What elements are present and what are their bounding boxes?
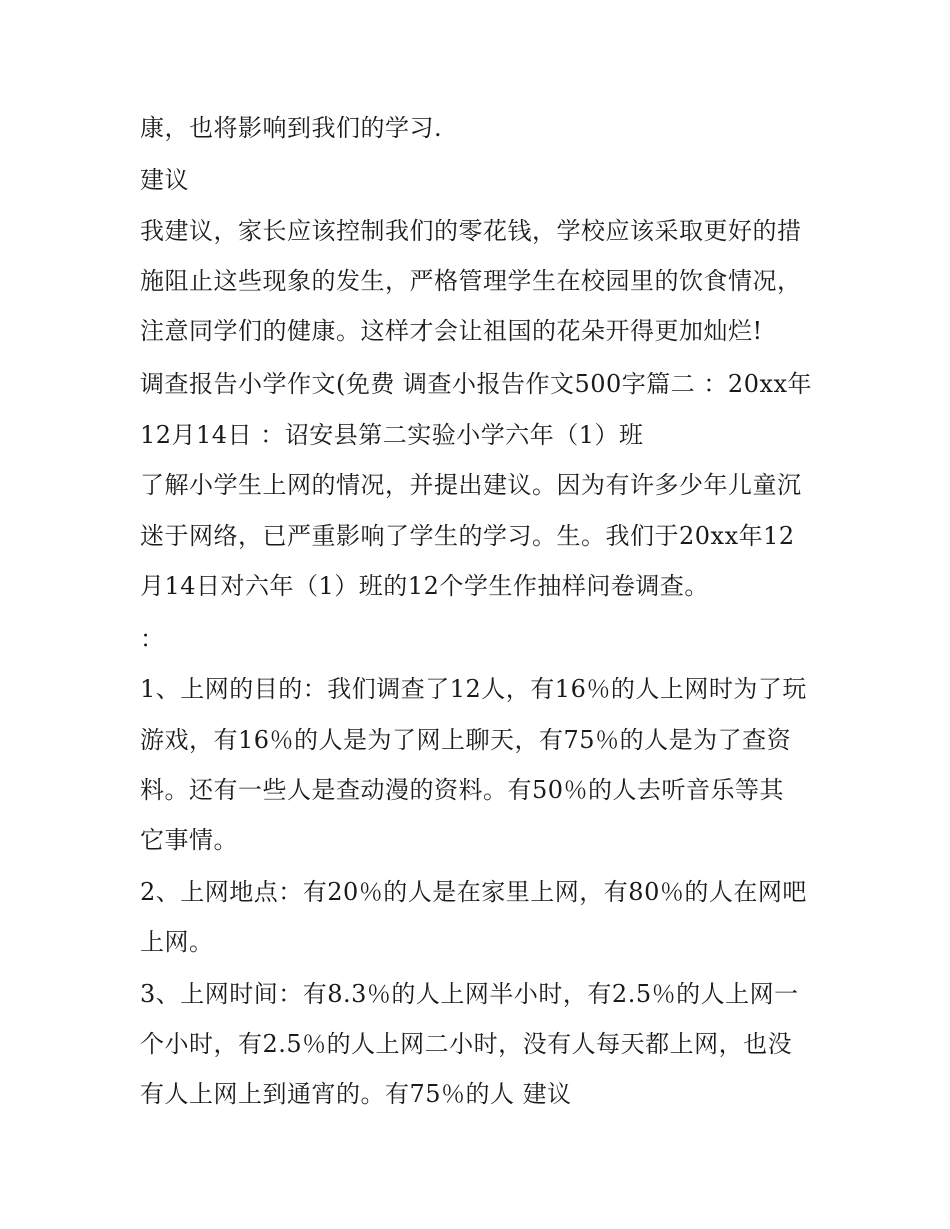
text-line: 我建议，家长应该控制我们的零花钱，学校应该采取更好的措 [140,217,802,245]
text-line: 料。还有一些人是查动漫的资料。有50％的人去听音乐等其 [140,776,785,804]
text-line: 1、上网的目的：我们调查了12人，有16％的人上网时为了玩 [140,675,807,703]
text-line: 调查报告小学作文(免费 调查小报告作文500字篇二 ：20xx年 [140,370,813,398]
text-line: 建议 [140,166,189,194]
text-line: ： [140,625,165,653]
text-line: 了解小学生上网的情况，并提出建议。因为有许多少年儿童沉 [140,471,802,499]
text-line: 它事情。 [140,826,238,854]
text-line: 游戏，有16％的人是为了网上聊天，有75％的人是为了查资 [140,726,792,754]
text-line: 2、上网地点：有20％的人是在家里上网，有80％的人在网吧 [140,878,807,906]
text-line: 迷于网络，已严重影响了学生的学习。生。我们于20xx年12 [140,522,795,550]
text-line: 12月14日 ：诏安县第二实验小学六年（1）班 [140,421,644,449]
text-line: 3、上网时间：有8.3％的人上网半小时，有2.5％的人上网一 [140,980,799,1008]
text-line: 月14日对六年（1）班的12个学生作抽样问卷调查。 [140,572,709,600]
text-line: 上网。 [140,928,214,956]
text-line: 有人上网上到通宵的。有75％的人 建议 [140,1080,572,1108]
text-line: 个小时，有2.5％的人上网二小时，没有人每天都上网，也没 [140,1030,793,1058]
text-line: 康，也将影响到我们的学习. [140,114,443,142]
text-line: 注意同学们的健康。这样才会让祖国的花朵开得更加灿烂! [140,317,763,345]
text-line: 施阻止这些现象的发生，严格管理学生在校园里的饮食情况， [140,267,802,295]
